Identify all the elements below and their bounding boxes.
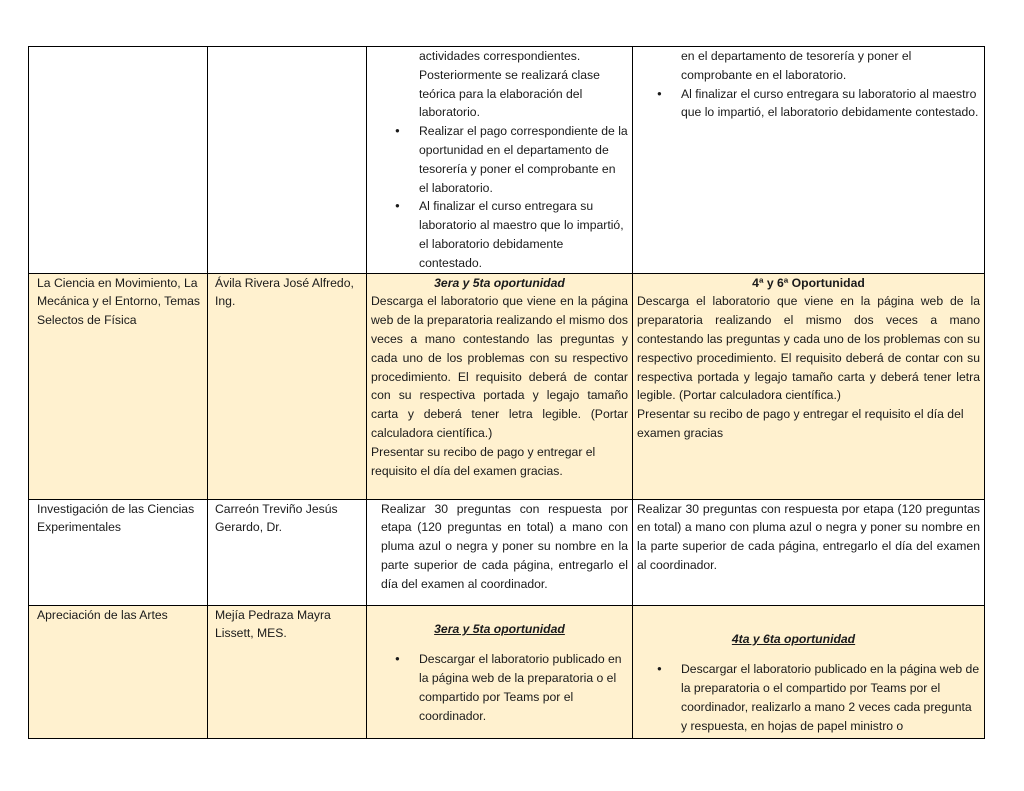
opportunity-4-6-cell	[633, 605, 985, 738]
instructions-text: Descarga el laboratorio que viene en la página web de la preparatoria realizando el mismo dos veces a mano contestando las preguntas y cada uno de los problemas con su respectivo procedimiento. El requisito deberá de contar con su respectiva portada y legajo tamaño carta y deberá tener letra legible. (Portar calculadora científica.)	[637, 294, 980, 403]
instructions-text: Realizar 30 preguntas con respuesta por etapa (120 preguntas en total) a mano con pluma azul o negra y poner su nombre en la parte superior de cada página, entregarlo el día del examen al coordinador.	[381, 501, 628, 591]
instructions-text: Presentar su recibo de pago y entregar el requisito el día del examen gracias.	[371, 444, 596, 478]
list-item: ● Al finalizar el curso entregara su laboratorio al maestro que lo impartió, el laboratorio debidamente contestado.	[637, 85, 980, 123]
opportunity-3-5-cell	[367, 499, 633, 605]
subject-cell: Apreciación de las Artes	[29, 605, 208, 738]
opportunity-3-5-cell	[367, 47, 633, 274]
teacher-cell: Mejía Pedraza Mayra Lissett, MES.	[208, 605, 367, 738]
opportunity-4-6-cell	[633, 47, 985, 274]
instructions-text: Realizar 30 preguntas con respuesta por etapa (120 preguntas en total) a mano con pluma azul o negra y poner su nombre en la parte superior de cada página, entregarlo el día del examen al coordinador.	[637, 501, 980, 572]
opportunity-3-5-cell	[367, 273, 633, 499]
list-item: ● Descargar el laboratorio publicado en la página web de la preparatoria o el compartido por Teams por el coordinador, realizarlo a mano 2 veces cada pregunta y respuesta, en hojas de papel ministro o	[637, 660, 980, 735]
opportunity-4-6-cell	[633, 273, 985, 499]
instructions-text: Presentar su recibo de pago y entregar el requisito el día del examen gracias	[637, 407, 964, 440]
opportunity-heading: 4ta y 6ta oportunidad	[731, 631, 856, 646]
subject-cell: Investigación de las Ciencias Experimentales	[29, 499, 208, 605]
table-row	[29, 605, 985, 738]
requirements-list	[371, 47, 628, 273]
teacher-cell: Carreón Treviño Jesús Gerardo, Dr.	[208, 499, 367, 605]
list-item: ● Realizar el pago correspondiente de la oportunidad en el departamento de tesorería y poner el comprobante en el laboratorio.	[371, 122, 628, 197]
list-item: actividades correspondientes. Posteriormente se realizará clase teórica para la elaboración del laboratorio.	[419, 49, 600, 120]
table-row	[29, 47, 985, 274]
opportunity-3-5-cell	[367, 605, 633, 738]
requirements-table	[28, 46, 985, 739]
requirements-list	[637, 47, 980, 122]
opportunity-heading: 3era y 5ta oportunidad	[434, 621, 565, 636]
requirements-list	[371, 650, 628, 725]
opportunity-4-6-cell	[633, 499, 985, 605]
list-item: ● Al finalizar el curso entregara su laboratorio al maestro que lo impartió, el laboratorio debidamente contestado.	[371, 197, 628, 272]
table-row	[29, 273, 985, 499]
subject-cell: La Ciencia en Movimiento, La Mecánica y el Entorno, Temas Selectos de Física	[29, 273, 208, 499]
teacher-cell	[208, 47, 367, 274]
table-row	[29, 499, 985, 605]
opportunity-heading: 3era y 5ta oportunidad	[434, 275, 565, 290]
list-item: en el departamento de tesorería y poner el comprobante en el laboratorio.	[681, 49, 912, 82]
requirements-list	[637, 660, 980, 735]
list-item: ● Descargar el laboratorio publicado en la página web de la preparatoria o el compartido por Teams por el coordinador.	[371, 650, 628, 725]
opportunity-heading: 4ª y 6ª Oportunidad	[752, 275, 865, 290]
subject-cell	[29, 47, 208, 274]
instructions-text: Descarga el laboratorio que viene en la página web de la preparatoria realizando el mismo dos veces a mano contestando las preguntas y cada uno de los problemas con su respectivo procedimiento. El requisito deberá de contar con su respectiva portada y legajo tamaño carta y deberá tener letra legible. (Portar calculadora científica.)	[371, 294, 628, 440]
teacher-cell: Ávila Rivera José Alfredo, Ing.	[208, 273, 367, 499]
